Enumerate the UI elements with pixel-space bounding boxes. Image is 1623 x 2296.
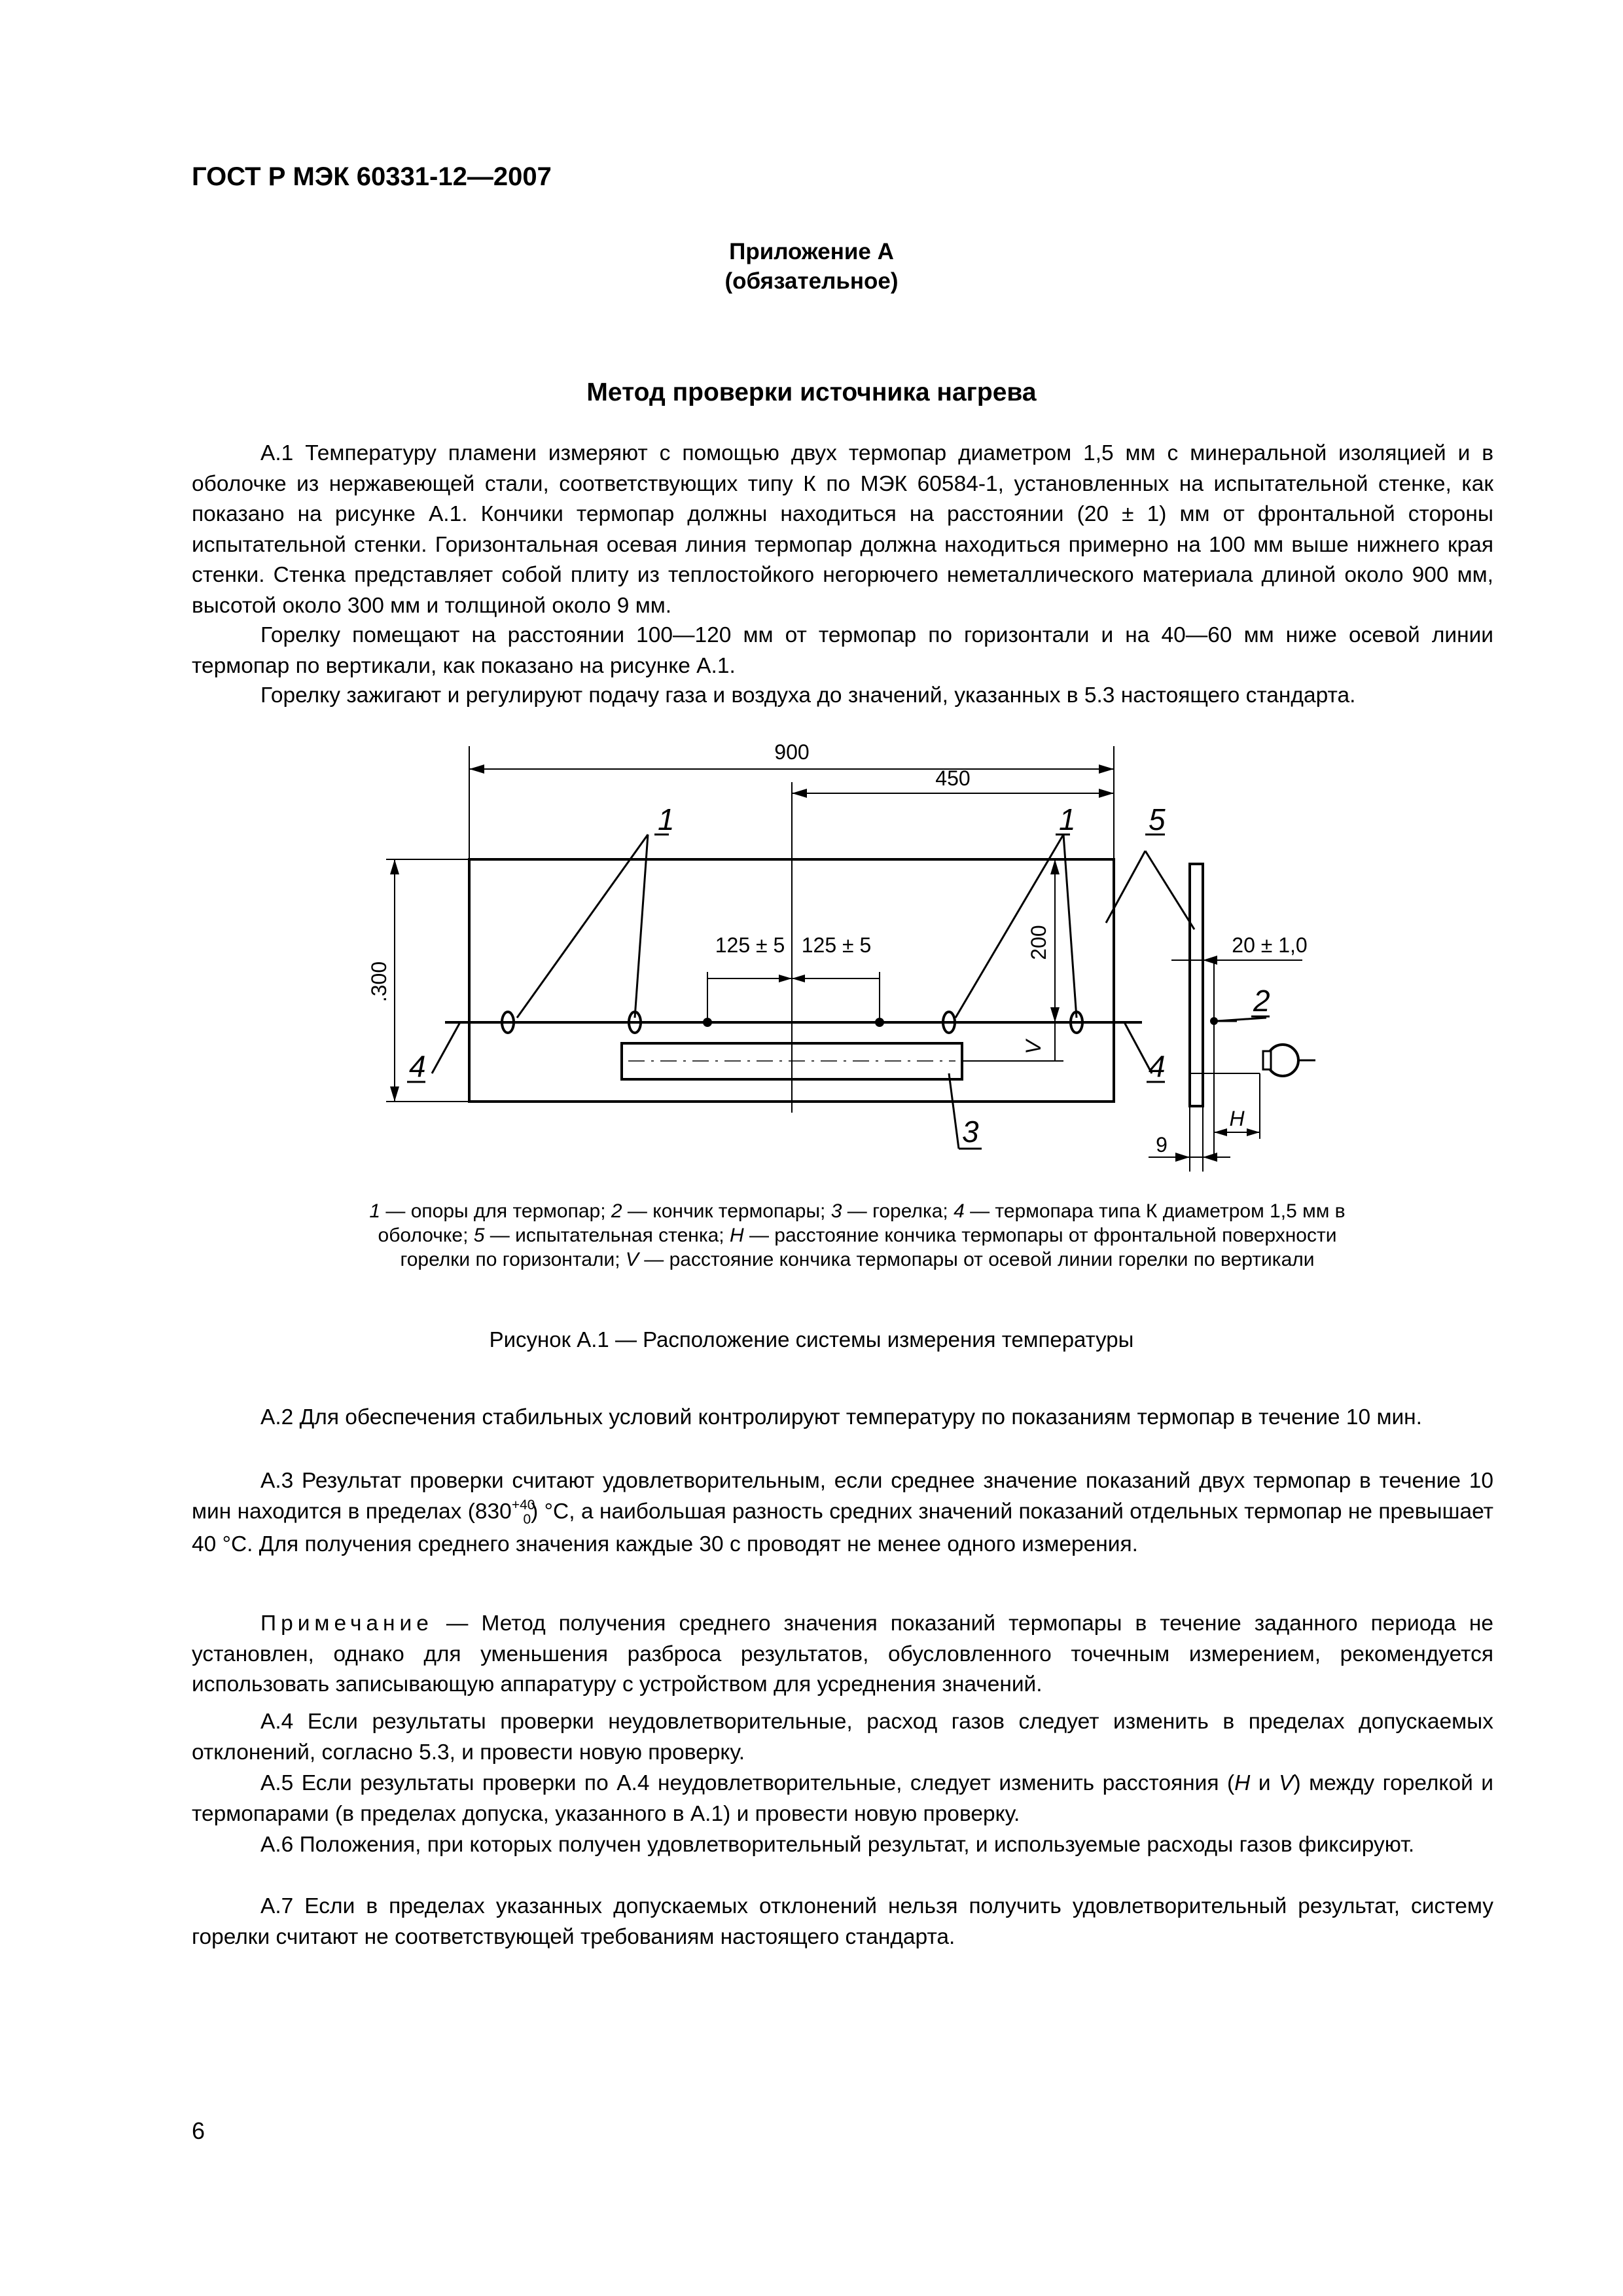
paragraph-a3: А.3 Результат проверки считают удовлетворительным, если среднее значение показаний двух термопар в течение 10 мин находится в пределах $(830^{+40}_0)$ °С, а наибольшая разность средних значений показаний отдельных термопар не превышает 40 °С. Для получения среднего значения каждые 30 с проводят не менее одного измерения. [192, 1469, 1494, 1556]
paragraph-a1-burner: Горелку помещают на расстоянии 100—120 мм от термопар по горизонтали и на 40—60 мм ниже осевой линии термопар по вертикали, как показано на рисунке А.1. [192, 623, 1493, 678]
paragraph-a4: А.4 Если результаты проверки неудовлетворительные, расход газов следует изменить в пределах допускаемых отклонений, согласно 5.3, и провести новую проверку. [192, 1710, 1493, 1765]
dim-900-label: 900 [774, 740, 810, 764]
paragraph-a1: А.1 Температуру пламени измеряют с помощью двух термопар диаметром 1,5 мм с минеральной изоляцией и в оболочке из нержавеющей стали, соответствующих типу К по МЭК 60584-1, установленных на испытательной стенке, как показано на рисунке А.1. Кончики термопар должны находиться на расстоянии (20 ± 1) мм от фронтальной стороны испытательной стенки. Горизонтальная осевая линия термопар должна находиться примерно на 100 мм выше нижнего края стенки. Стенка представляет собой плиту из теплостойкого негорючего неметаллического материала длиной около 900 мм, высотой около 300 мм и толщиной около 9 мм. [192, 441, 1493, 618]
annex-title: Приложение А [729, 239, 894, 264]
document-header: ГОСТ Р МЭК 60331-12—2007 [192, 162, 552, 191]
dim-300-label: .300 [367, 961, 391, 1003]
page-number: 6 [192, 2117, 205, 2144]
callout-1-left: 1 [658, 802, 675, 836]
note-label: Примечание [260, 1611, 433, 1636]
paragraph-a7: А.7 Если в пределах указанных допускаемых отклонений нельзя получить удовлетворительный результат, систему горелки считают не соответствующей требованиям настоящего стандарта. [192, 1894, 1493, 1949]
figure-legend: 1 — опоры для термопар; 2 — кончик термопары; 3 — горелка; 4 — термопара типа К диаметром 1,5 мм в оболочке; 5 — испытательная стенка; H — расстояние кончика термопары от фронтальной поверхности горелки по горизонтали; V — расстояние кончика термопары от осевой линии горелки по вертикали [369, 1200, 1346, 1270]
paragraph-a6: А.6 Положения, при которых получен удовлетворительный результат, и используемые расходы газов фиксируют. [260, 1833, 1415, 1857]
callout-1-right: 1 [1059, 802, 1076, 836]
callout-3: 3 [962, 1115, 979, 1149]
callout-2: 2 [1253, 984, 1270, 1018]
callout-5: 5 [1149, 802, 1166, 836]
paragraph-a2: А.2 Для обеспечения стабильных условий контролируют температуру по показаниям термопар в течение 10 мин. [260, 1405, 1422, 1429]
test-wall-side [1190, 864, 1203, 1106]
callout-4-left: 4 [409, 1049, 426, 1083]
dim-H-label: H [1229, 1107, 1245, 1130]
note-paragraph: Примечание — Метод получения среднего значения показаний термопары в течение заданного периода не установлен, однако для уменьшения разброса результатов, обусловленного точечным измерением, рекомендуется использовать записывающую аппаратуру с устройством для усреднения значений. [192, 1611, 1493, 1696]
paragraph-a1-ignition: Горелку зажигают и регулируют подачу газа и воздуха до значений, указанных в 5.3 настоящего стандарта. [260, 683, 1356, 708]
dim-200-label: 200 [1027, 925, 1050, 960]
dim-V-label: V [1022, 1040, 1045, 1054]
section-title: Метод проверки источника нагрева [586, 378, 1037, 406]
dim-450-label: 450 [935, 766, 971, 790]
dim-125-left-label: 125 ± 5 [715, 933, 785, 957]
dim-125-right-label: 125 ± 5 [801, 933, 872, 957]
annex-subtitle: (обязательное) [724, 268, 899, 294]
paragraph-a5: А.5 Если результаты проверки по А.4 неудовлетворительные, следует изменить расстояния (H и V) между горелкой и термопарами (в пределах допуска, указанного в А.1) и провести новую проверку. [192, 1771, 1493, 1826]
figure-a1-diagram [0, 733, 1623, 1178]
figure-caption: Рисунок А.1 — Расположение системы измерения температуры [489, 1327, 1134, 1352]
callout-4-right: 4 [1149, 1049, 1166, 1083]
dim-thickness-label: 9 [1156, 1133, 1168, 1157]
dim-tip-distance-label: 20 ± 1,0 [1232, 933, 1308, 957]
